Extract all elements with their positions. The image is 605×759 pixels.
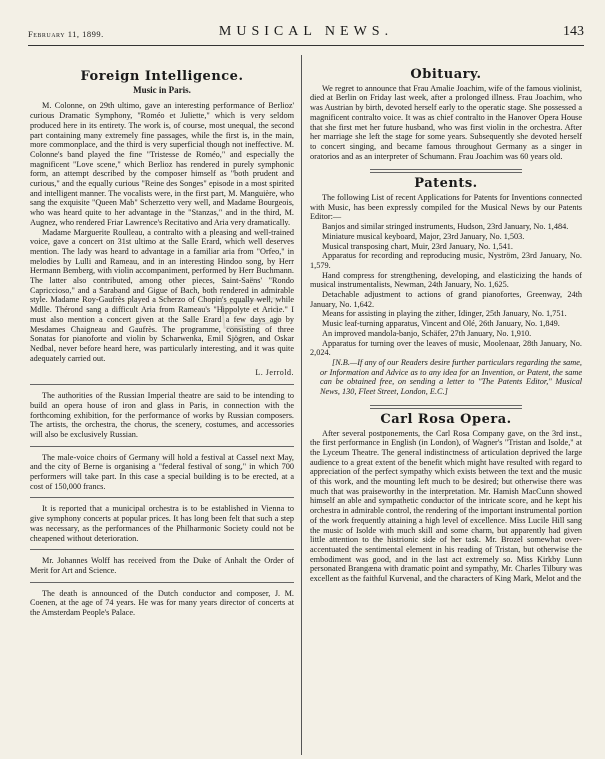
page-header — [28, 26, 584, 42]
double-rule — [370, 169, 522, 173]
section-title-patents: Patents. — [414, 176, 478, 192]
list-item: Musical transposing chart, Muir, 23rd January, No. 1,541. — [322, 241, 513, 251]
separator — [30, 582, 294, 583]
paragraph-vienna-orchestra: It is reported that a municipal orchestra is to be established in Vienna to give symphony concerts at popular prices. It has long been felt that such a step was necessary, as the performances of the Philharmonic Society could not be cheapened without deterioration. — [30, 504, 294, 543]
paragraph-colonne: M. Colonne, on 29th ultimo, gave an interesting performance of Berlioz' curious Dramatic Symphony, "Roméo et Juliette," which is very seldom produced here in its entirety. The work is, of course, most unequal, the second part containing many extremely fine passages, while the first is, in the main, more commonplace, and the third is very superficial though not ineffective. M. Colonne's band played the fine "Tristesse de Roméo," and especially the magnificent "Love scene," which Berlioz has rendered in purely symphonic form, an attempt described by the composer himself as "both prudent and curious," and the equally curious "Reine des Songes" episode in a most spirited and intelligent manner. The vocalists were, in the first part, M. Manguière, who sang the exquisite "Queen Mab" Scherzetto very well, and Madame Bourgeois, who was heard quite to her advantage in the "Stanzas," and in the third, M. Augnez, who rendered Friar Lawrence's Recitativo and Aria very dramatically. — [30, 101, 294, 227]
journal-title: MUSICAL NEWS. — [218, 24, 394, 39]
list-item: Miniature musical keyboard, Major, 23rd January, No. 1,503. — [322, 231, 525, 241]
obituary-text: We regret to announce that Frau Amalie Joachim, wife of the famous violinist, died at Berlin on Friday last week, after a prolonged illness. Frau Joachim, who was Austrian by birth, devoted herself early to the operatic stage. She possessed a magnificent contralto voice. It was as chief contralto in the Hanover Opera House that she first met her future husband, who was first violin in the orchestra. After her marriage she left the stage for some years. Subsequently she devoted herself to concert singing, and became famous throughout Germany as a singer in oratorios and as an interpreter of Schumann. Frau Joachim was 60 years old. — [310, 83, 582, 161]
carl-rosa-text: After several postponements, the Carl Rosa Company gave, on the 3rd inst., the first performance in English (in London), of Wagner's "Tristan and Isolde," at the Lyceum Theatre. The general indistinctness of articulation deprived the large audience to a great extent of the benefit which might have resulted with regard to appreciation of the perfect sympathy which exists between the text and the music of this work, and the mounting left much to be desired; but otherwise there was much that was praiseworthy in the interpretation. Mr. Hamish MacCunn showed himself an able and sympathetic conductor of the intricate score, and he kept his orchestra in admirable control, the rendering of the important instrumental portion of the work frequently attaining a high level of excellence. Miss Lucile Hill sang the music of Isolde with much skill and some charm, but apparently had given little attention to the histrionic side of her task. Mr. Brozel somewhat over-accentuated the sentimental element in his reading of Tristan, but otherwise the embodiment was good, and in the last act extremely so. Miss Kirkby Lunn personated Brangæna with dramatic point and sympathy, Mr. Charles Tilbury was excellent as the faithful Kurvenal, and the characters of King Mark, Melot and the — [310, 428, 582, 584]
paragraph-johannes-wolff: Mr. Johannes Wolff has received from the Duke of Anhalt the Order of Merit for Art and Science. — [30, 556, 294, 575]
list-item: Banjos and similar stringed instruments, Hudson, 23rd January, No. 1,484. — [322, 222, 569, 232]
paragraph-russian-theatre: The authorities of the Russian Imperial theatre are said to be intending to build an opera house of iron and glass in Paris, in connection with the forthcoming exhibition, for the performance of works by Russian composers. The artists, the orchestra, the chorus, the scenery, costumes, and accessories will also be exclusively Russian. — [30, 391, 294, 439]
list-item: Apparatus for turning over the leaves of music, Moolenaar, 28th January, No. 2,024. — [310, 338, 582, 358]
patents-intro: The following List of recent Applications for Patents for Inventions connected with Music, has been expressly compiled for the Musical News by our Patents Editor:— — [310, 193, 582, 222]
separator — [30, 549, 294, 550]
section-title-carl-rosa-opera: Carl Rosa Opera. — [380, 411, 512, 427]
list-item: Music leaf-turning apparatus, Vincent and Olé, 26th January, No. 1,849. — [322, 319, 560, 329]
double-rule — [370, 405, 522, 409]
paragraph-roulleau: Madame Marguerite Roulleau, a contralto with a pleasing and well-trained voice, gave a concert on 31st ultimo at the Salle Erard, which well deserves mention. The lady was heard to advantage in a familiar aria from "Orfeo," in melodies by Lulli and Rameau, and in an interesting Hindoo song, by Herr Hermann Bemberg, with violin accompaniment, performed by Herr Buchmann. The latter also contributed, among other pieces, Saint-Saëns' "Rondo Capriccioso," and a Saraband and Gigue of Bach, both rendered in admirable style. Madame Roy-Gaufrès played a Scherzo of Chopin's equally well, while Mdlle. Thérond sang a difficult Aria from Rameau's "Hippolyte et Aricie." I must also mention a concert given at the Salle Erard a few days ago by Mesdames Chaigneau and Gaufrès. The programme, consisting of three Sonatas for pianoforte and violin by Scharwenka, Emil Sjögren, and Oskar Nedbal, never before heard here, was particularly interesting, and it was quite adequately carried out. — [30, 227, 294, 363]
header-rule — [28, 45, 584, 46]
right-column — [310, 52, 582, 584]
list-item: Hand compress for strengthening, developing, and elasticizing the hands of musical instrumentalists, Newman, 24th January, No. 1,625. — [310, 270, 582, 290]
separator — [30, 446, 294, 447]
issue-date: February 11, 1899. — [28, 29, 104, 39]
list-item: Means for assisting in playing the zither, Idinger, 25th January, No. 1,751. — [322, 309, 567, 319]
page-number: 143 — [563, 24, 584, 39]
column-divider — [301, 55, 302, 755]
list-item: Detachable adjustment to actions of grand pianofortes, Greenway, 24th January, No. 1,642. — [310, 290, 582, 309]
paragraph-male-voice-choirs: The male-voice choirs of Germany will hold a festival at Cassel next May, and the city of Berne is organising a "federal festival of song," in which 700 performers will take part. In this case a special building is to be erected, at a cost of 150,000 francs. — [30, 452, 294, 491]
patents-list — [310, 222, 582, 358]
separator — [30, 497, 294, 498]
subtitle-music-in-paris: Music in Paris. — [133, 84, 191, 95]
list-item: Apparatus for recording and reproducing music, Nyström, 23rd January, No. 1,579. — [310, 251, 582, 270]
left-column — [30, 52, 294, 618]
signature: L. Jerrold. — [255, 368, 294, 378]
list-item: An improved mandola-banjo, Schäfer, 27th January, No. 1,910. — [322, 328, 532, 338]
patents-note: [N.B.—If any of our Readers desire further particulars regarding the same, or Information and Advice as to any idea for an Invention, or Patent, the same can be obtained free, on sending a letter to "The Patents Editor," Musical News, 130, Fleet Street, London, E.C.] — [320, 357, 582, 397]
separator — [30, 384, 294, 385]
section-title-foreign-intelligence: Foreign Intelligence. — [80, 69, 244, 84]
paragraph-coenen-death: The death is announced of the Dutch conductor and composer, J. M. Coenen, at the age of 74 years. He was for many years director of concerts at the Amsterdam People's Palace. — [30, 588, 294, 618]
section-title-obituary: Obituary. — [410, 67, 482, 82]
